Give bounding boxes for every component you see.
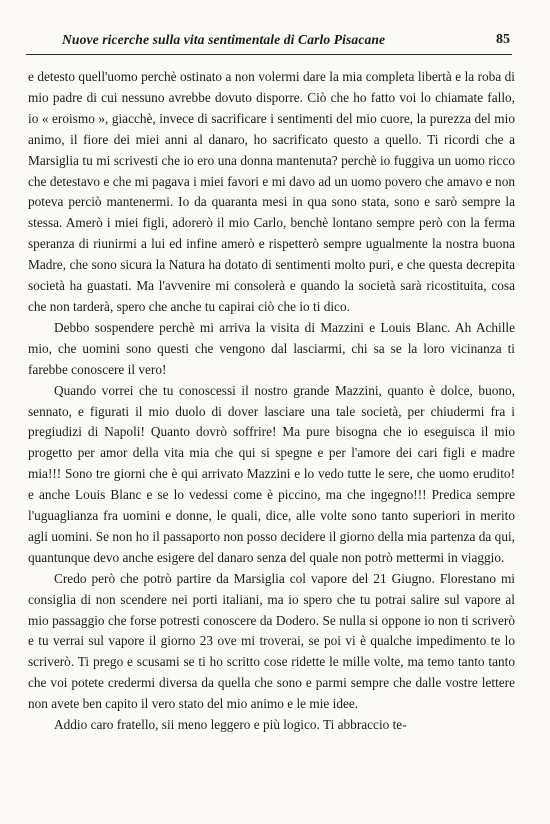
page-number: 85: [496, 32, 510, 47]
page-header: [28, 30, 510, 52]
paragraph: Addio caro fratello, sii meno leggero e più logico. Ti abbraccio te-: [54, 717, 407, 733]
paragraph: e detesto quell'uomo perchè ostinato a non volermi dare la mia completa libertà e la roba di mio padre di cui nessuno avrebbe dovuto disporre. Ciò che ho fatto voi lo chiamate fallo, io « eroismo », giacchè, invece di sacrificare i sentimenti del mio cuore, la purezza del mio animo, il fiore dei miei anni al danaro, ho sacrificato questo a quello. Ti ricordi che a Marsiglia tu mi scrivesti che io ero una donna mantenuta? perchè io fuggiva un uomo ricco che detestavo e che mi pagava i miei favori e mi davo ad un uomo povero che amavo e non poteva perciò mantenermi. Io da quaranta mesi in qua sono stata, sono e sarò sempre la stessa. Amerò i miei figli, adorerò il mio Carlo, benchè lontano sempre però con la ferma speranza di riunirmi a lui ed infine amerò e rispetterò sempre ugualmente la nostra buona Madre, che sono sicura la Natura ha dotato di sentimenti molto puri, e che questa decrepita società ha guastati. Ma l'avvenire mi consolerà e quando la società sarà ricostituita, cosa che non tarderà, spero che anche tu capirai ciò che io ti dico.: [28, 69, 515, 314]
paragraph: Quando vorrei che tu conoscessi il nostro grande Mazzini, quanto è dolce, buono, sennato, e figurati il mio duolo di dover lasciare una tale società, per chiudermi fra i pregiudizi di Napoli! Quanto dovrò soffrire! Ma pure bisogna che io eseguisca il mio progetto per amor della vita mia che qui si spegne e per l'amore dei cari figli e madre mia!!! Sono tre giorni che è qui arrivato Mazzini e lo vedo tutte le sere, che uomo erudito! e anche Louis Blanc e se lo vedessi come è piccino, ma che ingegno!!! Predica sempre l'uguaglianza fra uomini e donne, le quali, dice, alle volte sono tanto superiori in merito agli uomini. Se non ho il passaporto non posso decidere il giorno della mia partenza da qui, quantunque devo anche esigere del danaro senza del quale non potrò mettermi in viaggio.: [28, 382, 515, 565]
header-rule: [26, 54, 512, 55]
paragraph: Debbo sospendere perchè mi arriva la visita di Mazzini e Louis Blanc. Ah Achille mio, che uomini sono questi che vengono dal lasciarmi, chi sa se la loro vicinanza ti farebbe conoscere il vero!: [28, 319, 515, 377]
running-title: Nuove ricerche sulla vita sentimentale di Carlo Pisacane: [62, 32, 386, 47]
paragraph: Credo però che potrò partire da Marsiglia col vapore del 21 Giugno. Florestano mi consiglia di non scendere nei porti italiani, ma io spero che tu potrai salire sul vapore al mio passaggio che forse potresti conoscere da Dodero. Se nulla si oppone io non ti scriverò e tu verrai sul vapore il giorno 23 ove mi troverai, se poi vi è qualche impedimento te lo scriverò. Ti prego e scusami se ti ho scritto cose ridette le mille volte, ma temo tanto tanto che voi potete credermi diversa da quella che sono e parmi sempre che dalle vostre lettere non avete ben capito il vero stato del mio animo e le mie idee.: [28, 570, 515, 712]
body-text: [28, 67, 515, 736]
